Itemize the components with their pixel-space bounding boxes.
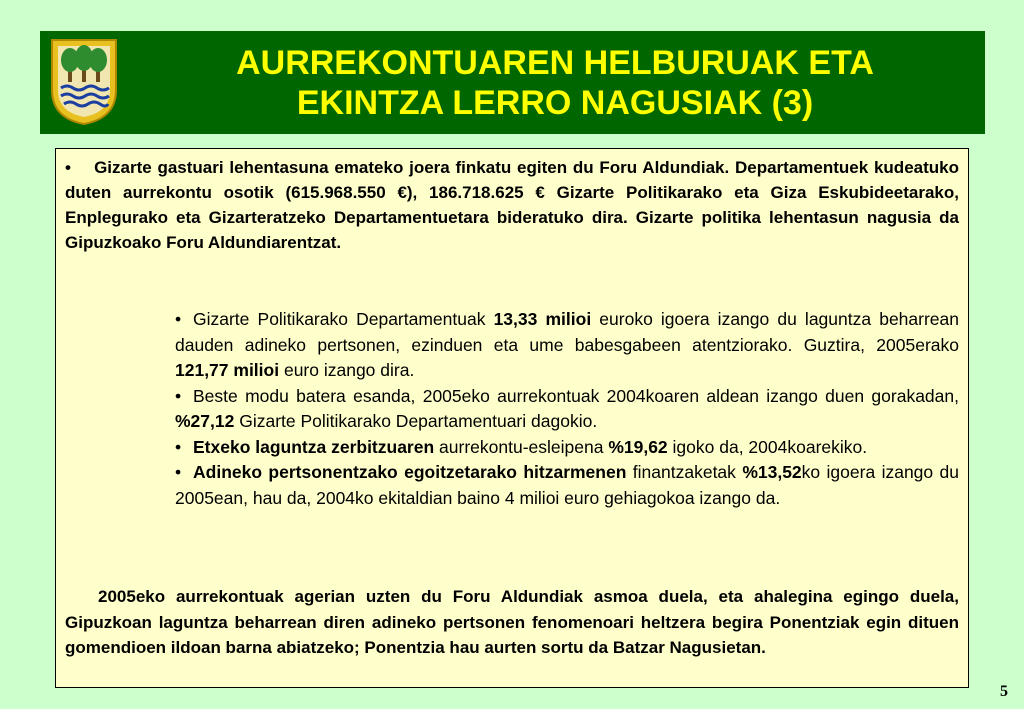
intro-paragraph [65, 155, 959, 255]
intro-bullet: • [65, 158, 71, 177]
page-title [160, 43, 950, 123]
list-item [175, 384, 959, 435]
bullet-bold: %27,12 [175, 411, 235, 431]
bullet-text: finantzaketak [626, 462, 743, 482]
list-item [175, 435, 959, 461]
bullet-text: euroko igoera izango du laguntza beharrean dauden adineko pertsonen, ezinduen eta ume babesgabeen atentziorako. Guztira, 2005erako [175, 309, 959, 355]
bullet-dot: • [175, 462, 182, 482]
header-banner [40, 31, 985, 134]
bullet-bold: %19,62 [608, 436, 668, 457]
title-line-1: AURREKONTUAREN HELBURUAK ETA [236, 44, 874, 82]
bullet-text: igoko da, 2004koarekiko. [667, 436, 868, 457]
bullet-dot: • [175, 385, 182, 406]
bullet-bold: 13,33 milioi [493, 309, 592, 329]
bullet-text: aurrekontu-esleipena [434, 436, 609, 457]
bullet-dot: • [175, 309, 182, 329]
bullet-bold: Adineko pertsonentzako egoitzetarako hitzarmenen [193, 462, 627, 482]
list-item [175, 460, 959, 511]
bullet-bold: Etxeko laguntza zerbitzuaren [193, 436, 435, 457]
bullet-text: ko igoera izango du 2005ean, hau da, 2004ko ekitaldian baino 4 milioi euro gehiagokoa izango da. [175, 462, 959, 508]
bullet-bold: 121,77 milioi [175, 360, 280, 380]
bullet-list [175, 307, 959, 511]
intro-text: Gizarte gastuari lehentasuna emateko joera finkatu egiten du Foru Aldundiak. Departamentuek kudeatuko duten aurrekontu osotik (615.968.550 €), 186.718.625 € Gizarte Politikarako eta Giza Eskubideetarako, Enplegurako eta Gizarteratzeko Departamentuetara bideratuko dira. Gizarte politika lehentasun nagusia da Gipuzkoako Foru Aldundiarentzat. [65, 158, 959, 252]
bullet-bold: %13,52 [742, 462, 802, 482]
content-panel [55, 148, 969, 688]
bullet-text: Gizarte Politikarako Departamentuari dagokio. [234, 411, 598, 431]
bullet-text: Beste modu batera esanda, 2005eko aurrekontuak 2004koaren aldean izango duen gorakadan, [193, 385, 959, 406]
bullet-text: Gizarte Politikarako Departamentuak [193, 309, 494, 329]
final-paragraph: 2005eko aurrekontuak agerian uzten du Foru Aldundiak asmoa duela, eta ahalegina egingo duela, Gipuzkoan laguntza beharrean diren adineko pertsonen fenomenoari heltzera begira Ponentziak egin dituen gomendioen ildoan barna abiatzeko; Ponentzia hau aurten sortu da Batzar Nagusietan. [65, 587, 959, 657]
gipuzkoa-coat-of-arms-icon [48, 38, 120, 126]
list-item [175, 307, 959, 384]
bullet-text: euro izango dira. [279, 360, 415, 380]
bullet-dot: • [175, 436, 182, 457]
title-line-2: EKINTZA LERRO NAGUSIAK (3) [296, 84, 814, 122]
page-number: 5 [1000, 683, 1008, 700]
